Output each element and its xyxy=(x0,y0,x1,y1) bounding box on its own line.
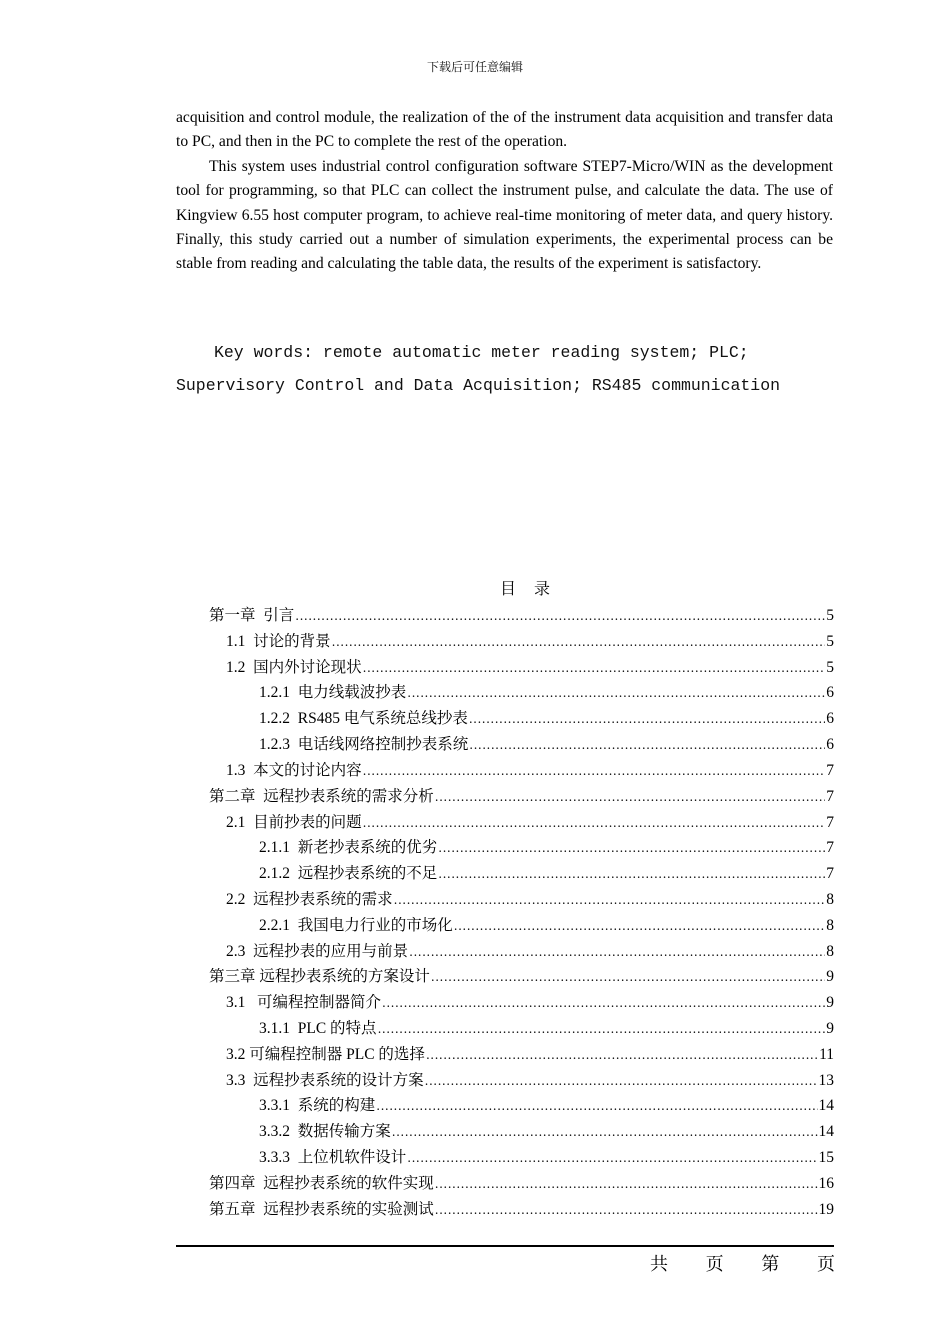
toc-entry-page: 13 xyxy=(818,1072,834,1089)
toc-entry-page: 9 xyxy=(826,968,834,985)
toc-entry-label: 第一章 引言 xyxy=(209,607,295,624)
toc-entry-page: 8 xyxy=(826,917,834,934)
toc-entry-label: 2.2 远程抄表系统的需求 xyxy=(226,891,393,908)
toc-title xyxy=(0,576,950,599)
toc-entry-page: 8 xyxy=(826,891,834,908)
toc-title-left: 目 xyxy=(499,579,516,598)
toc-leader-dots xyxy=(382,990,825,1016)
toc-entry-page: 19 xyxy=(818,1201,834,1218)
toc-entry[interactable] xyxy=(209,1171,834,1197)
toc-leader-dots xyxy=(454,913,825,939)
toc-leader-dots xyxy=(363,655,826,681)
toc-entry[interactable] xyxy=(226,1068,834,1094)
toc-entry-label: 2.3 远程抄表的应用与前景 xyxy=(226,943,409,960)
toc-entry-page: 7 xyxy=(826,762,834,779)
toc-leader-dots xyxy=(435,1197,818,1223)
toc-entry[interactable] xyxy=(259,1119,834,1145)
footer-rule xyxy=(176,1245,834,1247)
toc-leader-dots xyxy=(332,629,826,655)
toc-entry-page: 7 xyxy=(826,788,834,805)
toc-entry[interactable] xyxy=(259,1145,834,1171)
toc-entry[interactable] xyxy=(259,835,834,861)
toc-leader-dots xyxy=(407,680,825,706)
toc-entry[interactable] xyxy=(259,1093,834,1119)
toc-entry-label: 1.1 讨论的背景 xyxy=(226,633,331,650)
toc-entry-page: 5 xyxy=(826,607,834,624)
toc-entry[interactable] xyxy=(259,706,834,732)
toc-leader-dots xyxy=(425,1068,818,1094)
toc-entry-page: 5 xyxy=(826,659,834,676)
toc-leader-dots xyxy=(431,964,825,990)
toc-leader-dots xyxy=(435,1171,818,1197)
toc-leader-dots xyxy=(407,1145,817,1171)
page-footer xyxy=(650,1250,835,1276)
toc-entry-page: 9 xyxy=(826,994,834,1011)
toc-entry-page: 7 xyxy=(826,865,834,882)
toc-entry[interactable] xyxy=(226,810,834,836)
abstract-paragraph-1: acquisition and control module, the realization of the of the instrument data acquisition and transfer data to PC, and then in the PC to complete the rest of the operation. xyxy=(176,109,833,151)
toc-entry-label: 1.2.1 电力线载波抄表 xyxy=(259,684,407,701)
toc-entry[interactable] xyxy=(209,784,834,810)
toc-entry-page: 7 xyxy=(826,814,834,831)
toc-entry-page: 6 xyxy=(826,710,834,727)
keywords-line-1: Key words: remote automatic meter reading system; PLC; xyxy=(214,343,749,362)
toc-title-right: 录 xyxy=(534,579,551,598)
toc-entry-page: 6 xyxy=(826,684,834,701)
toc-entry-label: 1.2.3 电话线网络控制抄表系统 xyxy=(259,736,469,753)
toc-entry-label: 1.2.2 RS485 电气系统总线抄表 xyxy=(259,710,468,727)
toc-entry-label: 2.1.1 新老抄表系统的优劣 xyxy=(259,839,438,856)
toc-leader-dots xyxy=(295,603,825,629)
toc-entry-page: 14 xyxy=(818,1097,834,1114)
footer-total-label: 共 xyxy=(650,1254,668,1275)
toc-entry[interactable] xyxy=(259,861,834,887)
toc-entry-label: 3.2 可编程控制器 PLC 的选择 xyxy=(226,1046,425,1063)
toc-entry[interactable] xyxy=(226,1042,834,1068)
toc-entry[interactable] xyxy=(226,939,834,965)
footer-page-unit-2: 页 xyxy=(816,1254,835,1275)
toc-entry[interactable] xyxy=(226,655,834,681)
toc-entry-label: 3.3.1 系统的构建 xyxy=(259,1097,376,1114)
toc-entry-page: 7 xyxy=(826,839,834,856)
toc-entry-page: 8 xyxy=(826,943,834,960)
toc-entry-label: 第三章 远程抄表系统的方案设计 xyxy=(209,968,430,985)
toc-entry-label: 2.1 目前抄表的问题 xyxy=(226,814,362,831)
toc-entry[interactable] xyxy=(259,732,834,758)
toc-leader-dots xyxy=(409,939,825,965)
toc-leader-dots xyxy=(438,835,825,861)
toc-entry[interactable] xyxy=(209,603,834,629)
toc-entry[interactable] xyxy=(226,990,834,1016)
abstract-paragraph-2: This system uses industrial control configuration software STEP7-Micro/WIN as the development tool for programming, so that PLC can collect the instrument pulse, and calculate the data. The use of Kingview 6.55 host computer program, to achieve real-time monitoring of meter data, and query history. Finally, this study carried out a number of simulation experiments, the experimental process can be stable from reading and calculating the table data, the results of the experiment is satisfactory. xyxy=(176,158,833,273)
keywords-line-2: Supervisory Control and Data Acquisition; RS485 communication xyxy=(176,376,780,395)
toc-entry[interactable] xyxy=(226,887,834,913)
toc-entry-label: 3.3.3 上位机软件设计 xyxy=(259,1149,407,1166)
toc-entry[interactable] xyxy=(226,758,834,784)
toc-leader-dots xyxy=(438,861,825,887)
toc-leader-dots xyxy=(392,1119,818,1145)
toc-leader-dots xyxy=(376,1093,817,1119)
toc-entry-label: 2.2.1 我国电力行业的市场化 xyxy=(259,917,453,934)
toc-entry-label: 第五章 远程抄表系统的实验测试 xyxy=(209,1201,434,1218)
toc-leader-dots xyxy=(469,732,825,758)
footer-page-unit: 页 xyxy=(705,1254,724,1275)
toc-leader-dots xyxy=(435,784,825,810)
toc-leader-dots xyxy=(394,887,826,913)
toc-leader-dots xyxy=(469,706,825,732)
toc-entry-page: 16 xyxy=(818,1175,834,1192)
toc-leader-dots xyxy=(363,810,826,836)
toc-entry-page: 14 xyxy=(818,1123,834,1140)
toc-leader-dots xyxy=(378,1016,826,1042)
toc-entry-label: 第二章 远程抄表系统的需求分析 xyxy=(209,788,434,805)
toc-entry-label: 3.1.1 PLC 的特点 xyxy=(259,1020,377,1037)
toc-entry-page: 15 xyxy=(818,1149,834,1166)
toc-entry-label: 3.3.2 数据传输方案 xyxy=(259,1123,391,1140)
toc-entry[interactable] xyxy=(226,629,834,655)
toc-entry-page: 9 xyxy=(826,1020,834,1037)
toc-entry[interactable] xyxy=(209,964,834,990)
toc-entry[interactable] xyxy=(259,1016,834,1042)
toc-entry-label: 1.3 本文的讨论内容 xyxy=(226,762,362,779)
page-header: 下载后可任意编辑 xyxy=(426,60,523,74)
footer-current-label: 第 xyxy=(761,1254,780,1275)
toc-entry-label: 1.2 国内外讨论现状 xyxy=(226,659,362,676)
toc-entry-label: 2.1.2 远程抄表系统的不足 xyxy=(259,865,438,882)
toc-entry[interactable] xyxy=(259,680,834,706)
toc-leader-dots xyxy=(426,1042,818,1068)
toc-entry-page: 6 xyxy=(826,736,834,753)
toc-entry-label: 3.1 可编程控制器简介 xyxy=(226,994,382,1011)
toc-entry-label: 第四章 远程抄表系统的软件实现 xyxy=(209,1175,434,1192)
keywords-block xyxy=(176,336,876,402)
toc-entry-label: 3.3 远程抄表系统的设计方案 xyxy=(226,1072,424,1089)
toc-entry[interactable] xyxy=(209,1197,834,1223)
toc-entry-page: 11 xyxy=(819,1046,834,1063)
toc-entry[interactable] xyxy=(259,913,834,939)
toc-entry-page: 5 xyxy=(826,633,834,650)
toc-leader-dots xyxy=(363,758,826,784)
